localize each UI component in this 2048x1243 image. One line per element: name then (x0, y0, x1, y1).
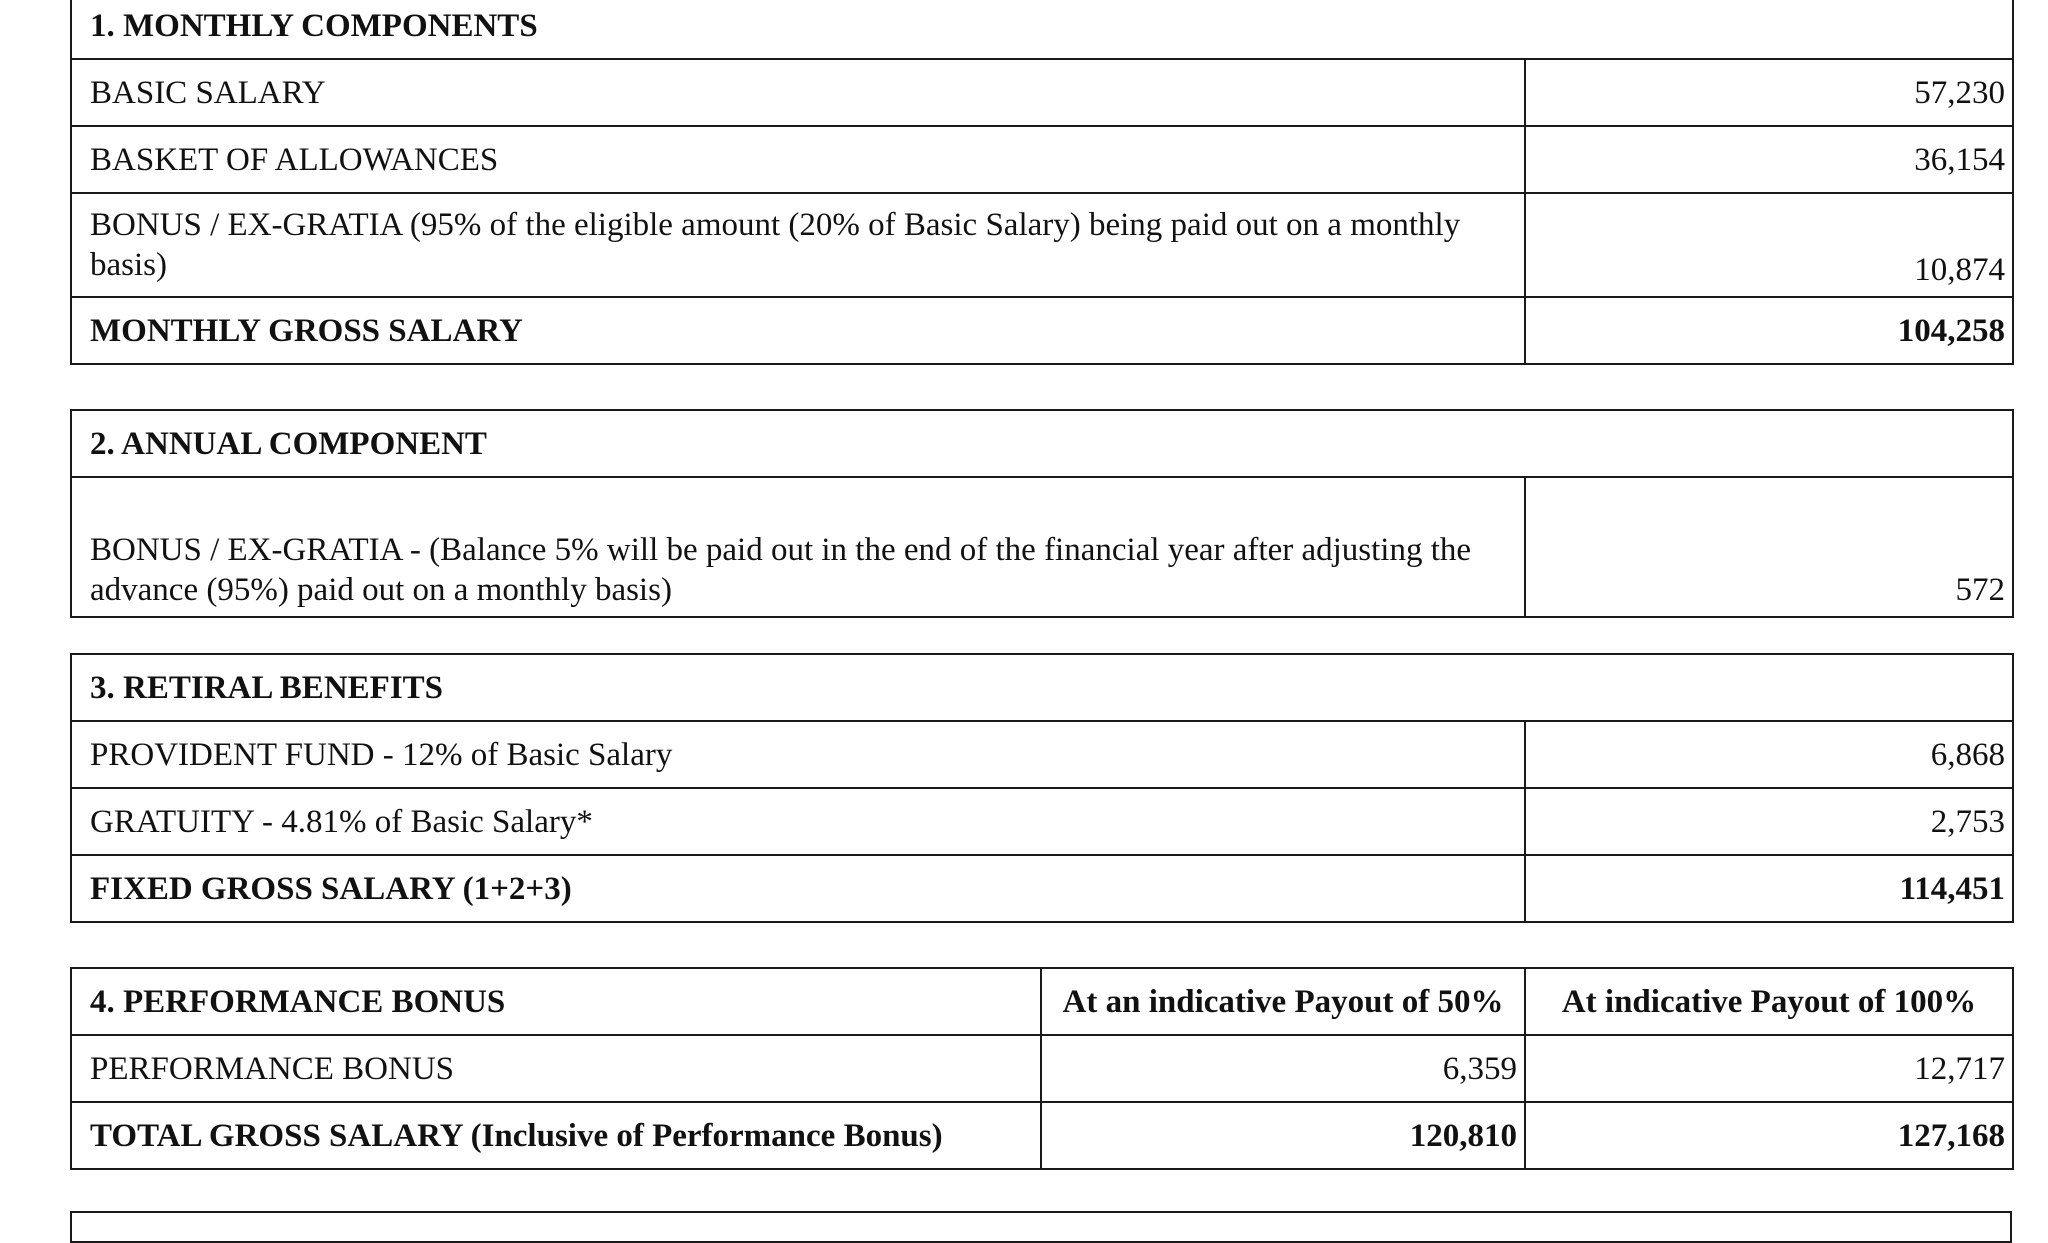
table-row (71, 59, 2013, 126)
next-table-cutoff (70, 1211, 2012, 1243)
row-label: BASKET OF ALLOWANCES (71, 126, 1525, 193)
row-value: 57,230 (1525, 59, 2013, 126)
retiral-benefits-table (70, 653, 2014, 923)
section-title: 1. MONTHLY COMPONENTS (71, 0, 2013, 59)
total-row (71, 1102, 2013, 1169)
annual-component-table (70, 409, 2014, 618)
total-row (71, 297, 2013, 364)
table-row (71, 1035, 2013, 1102)
section-title: 3. RETIRAL BENEFITS (71, 654, 2013, 721)
table-row (71, 477, 2013, 617)
cutoff-cell (71, 1212, 2011, 1242)
total-label: MONTHLY GROSS SALARY (71, 297, 1525, 364)
total-value: 114,451 (1525, 855, 2013, 922)
row-value: 10,874 (1525, 193, 2013, 297)
section-title: 4. PERFORMANCE BONUS (71, 968, 1041, 1035)
row-label: PROVIDENT FUND - 12% of Basic Salary (71, 721, 1525, 788)
total-label: TOTAL GROSS SALARY (Inclusive of Performance Bonus) (71, 1102, 1041, 1169)
section-title: 2. ANNUAL COMPONENT (71, 410, 2013, 477)
total-label: FIXED GROSS SALARY (1+2+3) (71, 855, 1525, 922)
table-row (71, 193, 2013, 297)
total-value-100: 127,168 (1525, 1102, 2013, 1169)
row-value-50: 6,359 (1041, 1035, 1525, 1102)
total-value: 104,258 (1525, 297, 2013, 364)
column-header-100: At indicative Payout of 100% (1525, 968, 2013, 1035)
row-label: PERFORMANCE BONUS (71, 1035, 1041, 1102)
row-value: 2,753 (1525, 788, 2013, 855)
monthly-components-table (70, 0, 2014, 365)
row-label: GRATUITY - 4.81% of Basic Salary* (71, 788, 1525, 855)
table-row (71, 126, 2013, 193)
row-label: BONUS / EX-GRATIA - (Balance 5% will be paid out in the end of the financial year after adjusting the advance (95%) paid out on a monthly basis) (71, 477, 1525, 617)
row-label: BONUS / EX-GRATIA (95% of the eligible amount (20% of Basic Salary) being paid out on a monthly basis) (71, 193, 1525, 297)
row-value: 36,154 (1525, 126, 2013, 193)
column-header-50: At an indicative Payout of 50% (1041, 968, 1525, 1035)
row-value-100: 12,717 (1525, 1035, 2013, 1102)
table-row (71, 721, 2013, 788)
row-value: 572 (1525, 477, 2013, 617)
row-value: 6,868 (1525, 721, 2013, 788)
row-label: BASIC SALARY (71, 59, 1525, 126)
total-row (71, 855, 2013, 922)
table-row (71, 788, 2013, 855)
total-value-50: 120,810 (1041, 1102, 1525, 1169)
performance-bonus-table (70, 967, 2014, 1170)
